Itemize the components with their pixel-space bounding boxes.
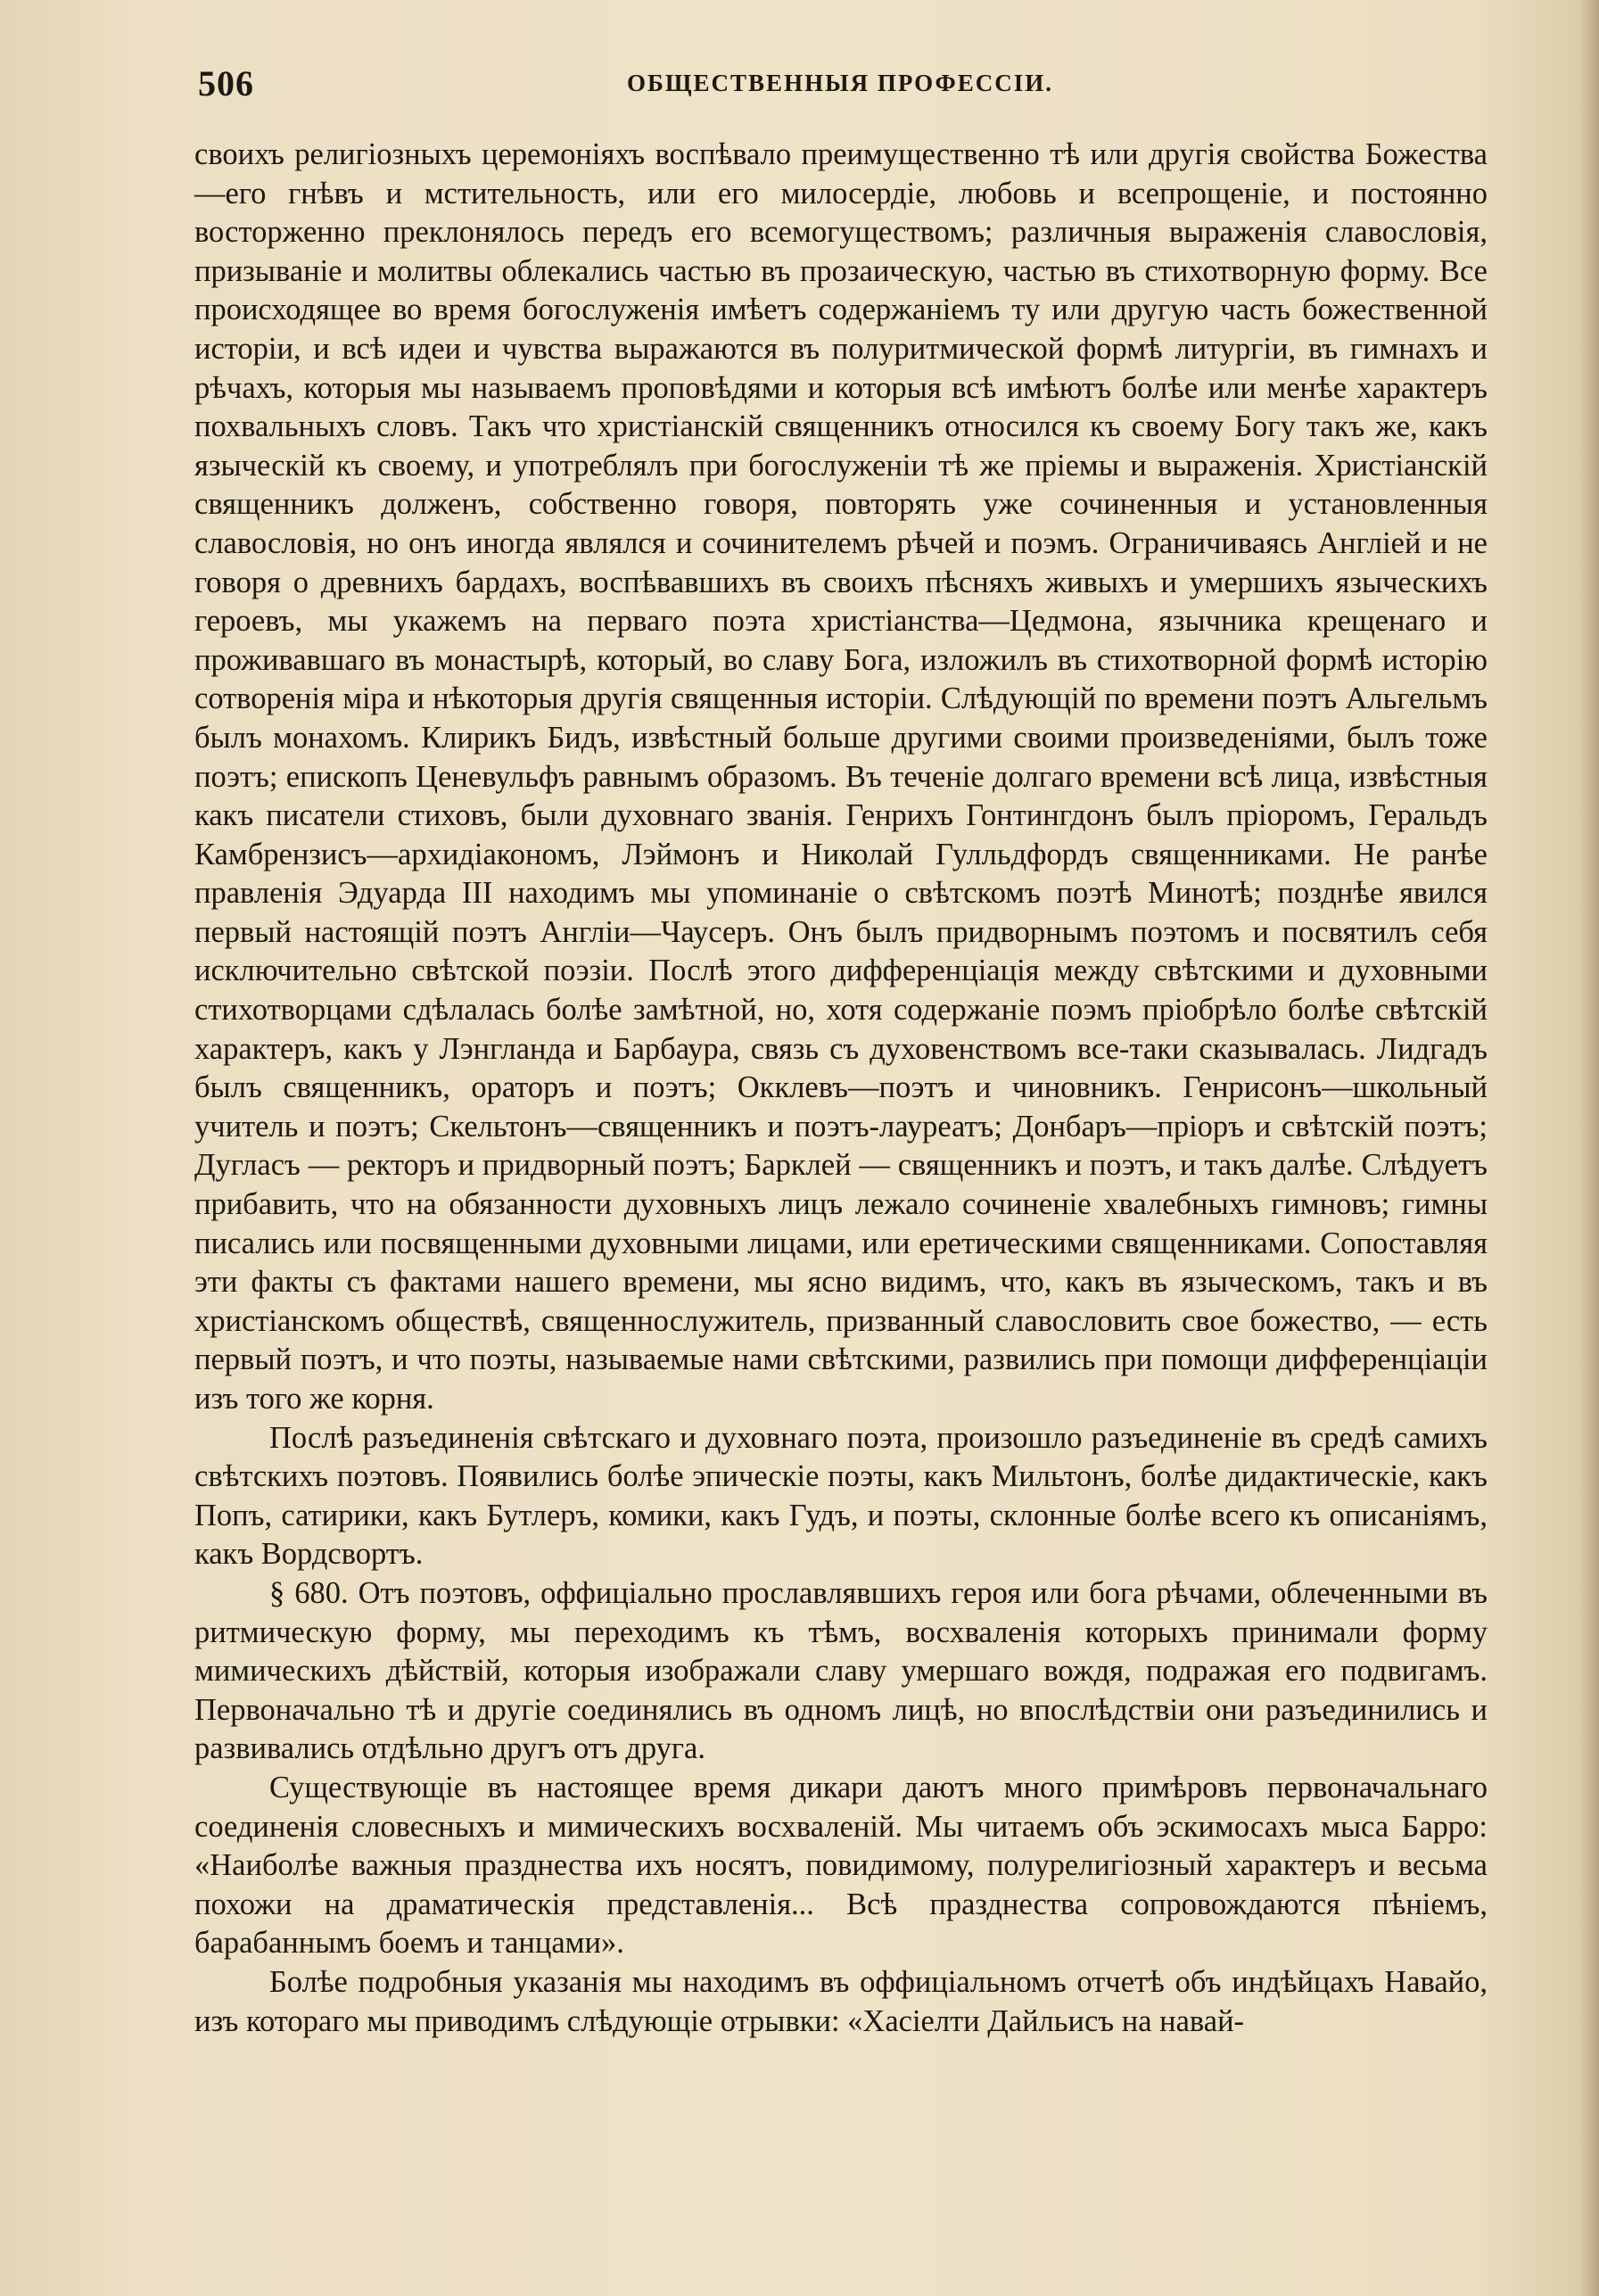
page-header — [198, 62, 1482, 116]
paragraph: Послѣ разъединенiя свѣтскаго и духовнаго поэта, произошло разъединенiе въ средѣ самихъ свѣтскихъ поэтовъ. Появились болѣе эпическiе поэты, какъ Мильтонъ, болѣе дидактическiе, какъ Попъ, сатирики, какъ Бутлеръ, комики, какъ Гудъ, и поэты, склонные болѣе всего къ описанiямъ, какъ Вордсвортъ. — [194, 1420, 1488, 1572]
paragraph: Существующiе въ настоящее время дикари даютъ много примѣровъ первоначальнаго соединенiя словесныхъ и мимическихъ восхваленiй. Мы читаемъ объ эскимосахъ мыса Барро: «Наиболѣе важныя празднества ихъ носятъ, повидимому, полурелигiозный характеръ и весьма похожи на драматическiя представленiя... Всѣ празднества сопровождаются пѣнiемъ, барабаннымъ боемъ и танцами». — [194, 1770, 1488, 1961]
body-text — [194, 136, 1488, 2041]
paragraph-section-680: § 680. Отъ поэтовъ, оффицiально прославлявшихъ героя или бога рѣчами, облеченными въ ритмическую форму, мы переходимъ къ тѣмъ, восхваленiя которыхъ принимали форму мимическихъ дѣйствiй, которыя изображали славу умершаго вождя, подражая его подвигамъ. Первоначально тѣ и другiе соединялись въ одномъ лицѣ, но впослѣдствiи они разъединились и развивались отдѣльно другъ отъ друга. — [194, 1575, 1488, 1766]
page-number: 506 — [198, 63, 254, 103]
running-title: ОБЩЕСТВЕННЫЯ ПРОФЕССIИ. — [627, 70, 1053, 96]
paragraph-continued: своихъ религiозныхъ церемонiяхъ воспѣвало преимущественно тѣ или другiя свойства Божества—его гнѣвъ и мстительность, или его милосердiе, любовь и всепрощенiе, и постоянно восторженно преклонялось передъ его всемогуществомъ; различныя выраженiя славословiя, призыванiе и молитвы облекались частью въ прозаическую, частью въ стихотворную форму. Все происходящее во время богослуженiя имѣетъ содержанiемъ ту или другую часть божественной исторiи, и всѣ идеи и чувства выражаются въ полуритмической формѣ литургiи, въ гимнахъ и рѣчахъ, которыя мы называемъ проповѣдями и которыя всѣ имѣютъ болѣе или менѣе характеръ похвальныхъ словъ. Такъ что христiанскiй священникъ относился къ своему Богу такъ же, какъ языческiй къ своему, и употреблялъ при богослуженiи тѣ же прiемы и выраженiя. Христiанскiй священникъ долженъ, собственно говоря, повторять уже сочиненныя и установленныя славословiя, но онъ иногда являлся и сочинителемъ рѣчей и поэмъ. Ограничиваясь Англiей и не говоря о древнихъ бардахъ, воспѣвавшихъ въ своихъ пѣсняхъ живыхъ и умершихъ языческихъ героевъ, мы укажемъ на перваго поэта христiанства—Цедмона, язычника крещенаго и проживавшаго въ монастырѣ, который, во славу Бога, изложилъ въ стихотворной формѣ исторiю сотворенiя мiра и нѣкоторыя другiя священныя исторiи. Слѣдующiй по времени поэтъ Альгельмъ былъ монахомъ. Клирикъ Бидъ, извѣстный больше другими своими произведенiями, былъ тоже поэтъ; епископъ Ценевульфъ равнымъ образомъ. Въ теченiе долгаго времени всѣ лица, извѣстныя какъ писатели стиховъ, были духовнаго званiя. Генрихъ Гонтингдонъ былъ прiоромъ, Геральдъ Камбрензисъ—архидiакономъ, Лэймонъ и Николай Гулльдфордъ священниками. Не ранѣе правленiя Эдуарда III находимъ мы упоминанiе о свѣтскомъ поэтѣ Минотѣ; позднѣе явился первый настоящiй поэтъ Англiи—Чаусеръ. Онъ былъ придворнымъ поэтомъ и посвятилъ себя исключительно свѣтской поэзiи. Послѣ этого дифференцiацiя между свѣтскими и духовными стихотворцами сдѣлалась болѣе замѣтной, но, хотя содержанiе поэмъ прiобрѣло болѣе свѣтскiй характеръ, какъ у Лэнгланда и Барбаура, связь съ духовенствомъ все-таки сказывалась. Лидгадъ былъ священникъ, ораторъ и поэтъ; Окклевъ—поэтъ и чиновникъ. Генрисонъ—школьный учитель и поэтъ; Скельтонъ—священникъ и поэтъ-лауреатъ; Донбаръ—прiоръ и свѣтскiй поэтъ; Дугласъ — ректоръ и придворный поэтъ; Барклей — священникъ и поэтъ, и такъ далѣе. Слѣдуетъ прибавить, что на обязанности духовныхъ лицъ лежало сочиненiе хвалебныхъ гимновъ; гимны писались или посвященными духовными лицами, или еретическими священниками. Сопоставляя эти факты съ фактами нашего времени, мы ясно видимъ, что, какъ въ языческомъ, такъ и въ христiанскомъ обществѣ, священнослужитель, призванный славословить свое божество, — есть первый поэтъ, и что поэты, называемые нами свѣтскими, развились при помощи дифференцiацiи изъ того же корня. — [194, 137, 1488, 1416]
page-edge-shadow — [1579, 0, 1599, 2296]
paragraph: Болѣе подробныя указанiя мы находимъ въ оффицiальномъ отчетѣ объ индѣйцахъ Навайо, изъ котораго мы приводимъ слѣдующiе отрывки: «Хасiелти Дайльисъ на навай- — [194, 1964, 1488, 2038]
